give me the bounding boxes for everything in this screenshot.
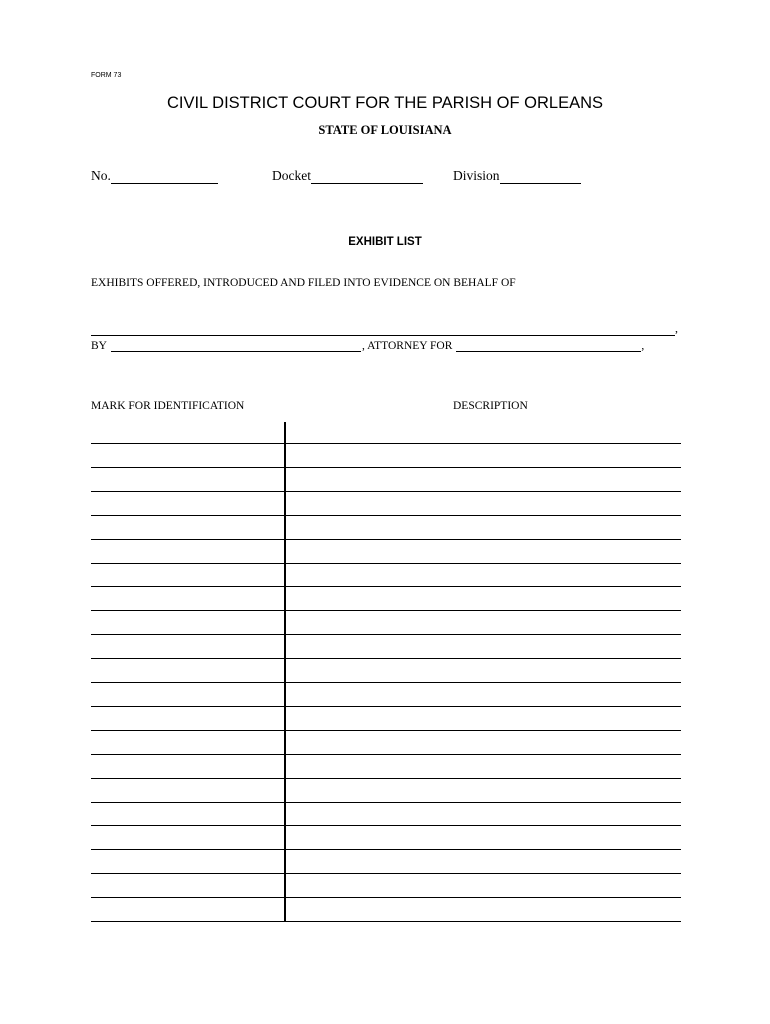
number-blank[interactable] xyxy=(111,169,218,184)
table-row[interactable] xyxy=(91,825,681,826)
mark-column-header: MARK FOR IDENTIFICATION xyxy=(91,400,245,412)
table-row[interactable] xyxy=(91,610,681,611)
attorney-for-blank[interactable] xyxy=(456,337,641,352)
table-row[interactable] xyxy=(91,563,681,564)
table-row[interactable] xyxy=(91,682,681,683)
docket-field[interactable] xyxy=(272,168,423,184)
table-row[interactable] xyxy=(91,849,681,850)
division-field[interactable] xyxy=(453,168,581,184)
table-row[interactable] xyxy=(91,802,681,803)
table-row[interactable] xyxy=(91,873,681,874)
form-number: FORM 73 xyxy=(91,72,122,79)
behalf-of-field[interactable] xyxy=(91,321,678,336)
by-label: BY xyxy=(91,340,107,352)
table-row[interactable] xyxy=(91,586,681,587)
number-field[interactable] xyxy=(91,168,218,184)
attorney-for-label: , ATTORNEY FOR xyxy=(361,340,453,352)
court-title: CIVIL DISTRICT COURT FOR THE PARISH OF ORLEANS xyxy=(166,94,604,112)
table-row[interactable] xyxy=(91,706,681,707)
docket-label: Docket xyxy=(272,168,311,183)
table-row[interactable] xyxy=(91,658,681,659)
behalf-comma: , xyxy=(675,321,678,335)
docket-blank[interactable] xyxy=(311,169,423,184)
exhibit-list-title: EXHIBIT LIST xyxy=(348,236,422,248)
table-row[interactable] xyxy=(91,897,681,898)
table-row[interactable] xyxy=(91,778,681,779)
state-heading: STATE OF LOUISIANA xyxy=(318,123,452,137)
table-row[interactable] xyxy=(91,491,681,492)
division-blank[interactable] xyxy=(500,169,581,184)
table-row[interactable] xyxy=(91,730,681,731)
behalf-of-blank[interactable] xyxy=(91,321,675,336)
table-row[interactable] xyxy=(91,515,681,516)
attorney-comma: , xyxy=(641,340,645,352)
description-column-header: DESCRIPTION xyxy=(453,400,528,412)
table-row[interactable] xyxy=(91,539,681,540)
table-row[interactable] xyxy=(91,921,681,922)
division-label: Division xyxy=(453,168,500,183)
offered-statement: EXHIBITS OFFERED, INTRODUCED AND FILED INTO EVIDENCE ON BEHALF OF xyxy=(91,277,516,289)
table-row[interactable] xyxy=(91,443,681,444)
column-divider xyxy=(284,422,286,922)
table-row[interactable] xyxy=(91,754,681,755)
table-row[interactable] xyxy=(91,467,681,468)
by-attorney-line xyxy=(91,337,644,352)
by-blank[interactable] xyxy=(111,337,361,352)
table-row[interactable] xyxy=(91,634,681,635)
number-label: No. xyxy=(91,168,111,183)
